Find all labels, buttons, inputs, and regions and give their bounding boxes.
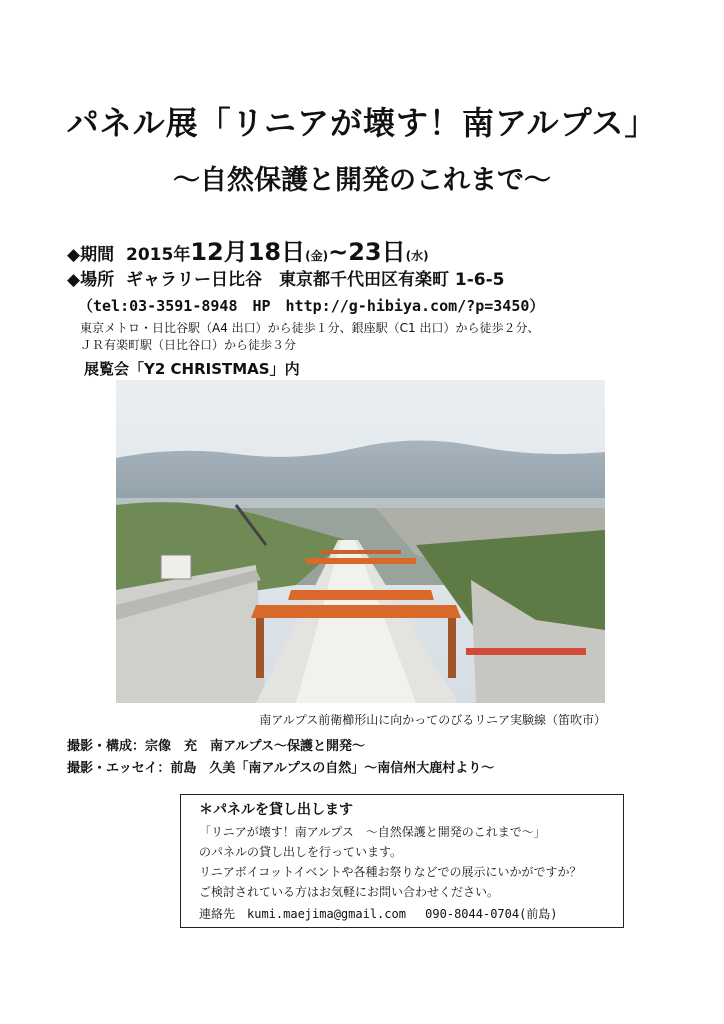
period-sep: ~	[328, 238, 349, 266]
period-start: 12月18日	[190, 238, 306, 266]
period-row	[67, 232, 429, 267]
period-year: 2015年	[126, 245, 191, 265]
venue-label: ◆場所	[67, 270, 115, 290]
period-end: 23日	[348, 238, 406, 266]
rental-line-2: のパネルの貸し出しを行っています。	[199, 845, 403, 859]
period-end-weekday: (水)	[405, 249, 429, 263]
period-start-weekday: (金)	[305, 249, 329, 263]
period-label: ◆期間	[67, 245, 115, 265]
venue-contact: （tel:03-3591-8948 HP http://g-hibiya.com/?p=3450）	[78, 297, 545, 315]
rental-line-1: 「リニアが壊す！南アルプス ～自然保護と開発のこれまで～」	[199, 825, 546, 839]
page-title: パネル展「リニアが壊す！南アルプス」	[66, 104, 658, 142]
rental-line-3: リニアボイコットイベントや各種お祭りなどでの展示にいかがですか？	[199, 865, 582, 879]
photo-caption: 南アルプス前衛櫛形山に向かってのびるリニア実験線（笛吹市）	[259, 713, 606, 727]
access-line-2: ＪＲ有楽町駅（日比谷口）から徒歩３分	[80, 338, 297, 352]
rental-title: ＊パネルを貸し出します	[199, 802, 353, 818]
venue-row	[67, 265, 505, 290]
credit-2: 撮影・エッセイ：前島 久美「南アルプスの自然」～南信州大鹿村より～	[67, 761, 495, 776]
linear-test-line-photo	[116, 380, 605, 703]
credit-1: 撮影・構成：宗像 充 南アルプス～保護と開発～	[67, 739, 365, 754]
rental-line-4: ご検討されている方はお気軽にお問い合わせください。	[199, 885, 500, 899]
rental-contact: 連絡先 kumi.maejima@gmail.com 090-8044-0704(前島)	[199, 907, 558, 921]
access-line-1: 東京メトロ・日比谷駅（A4 出口）から徒歩１分、銀座駅（C1 出口）から徒歩２分、	[80, 321, 540, 335]
exhibition-note: 展覧会「Y2 CHRISTMAS」内	[84, 360, 300, 378]
venue-text: ギャラリー日比谷 東京都千代田区有楽町 1-6-5	[126, 270, 505, 290]
panel-rental-box	[180, 794, 624, 928]
page-subtitle: ～自然保護と開発のこれまで～	[173, 165, 551, 196]
